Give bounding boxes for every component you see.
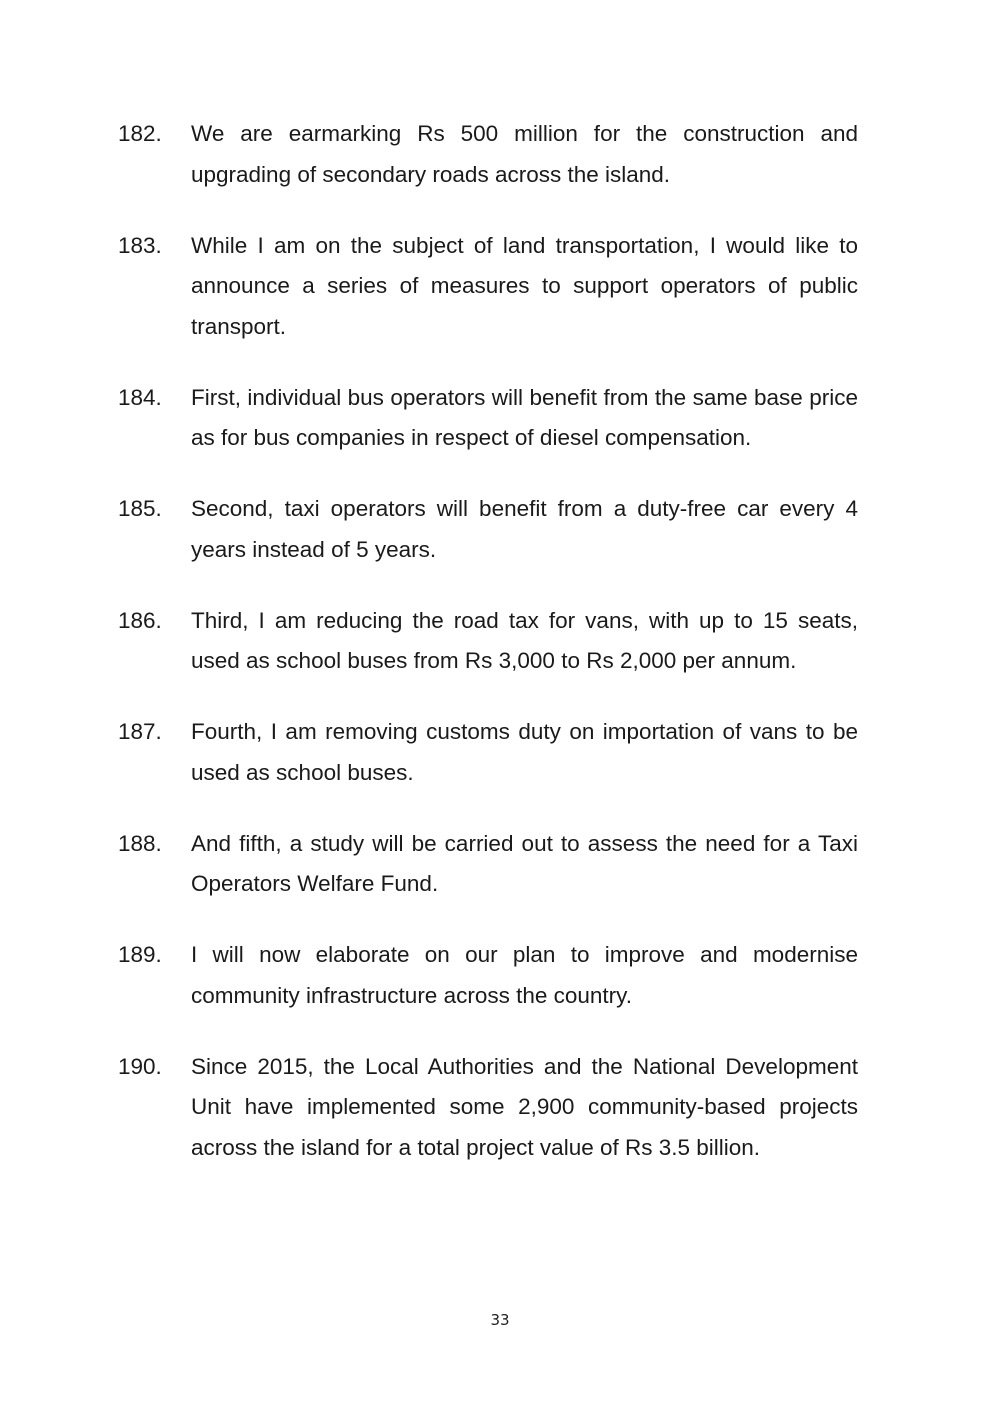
paragraph-text: We are earmarking Rs 500 million for the construction and upgrading of secondary roads across the island. [191, 121, 858, 187]
paragraph-text: First, individual bus operators will benefit from the same base price as for bus companies in respect of diesel compensation. [191, 384, 858, 450]
paragraph-text: Since 2015, the Local Authorities and the National Development Unit have implemented some 2,900 community-based projects across the island for a total project value of Rs 3.5 billion. [191, 1053, 858, 1160]
paragraph-183 [118, 226, 858, 348]
paragraph-number: 190. [118, 1053, 162, 1079]
paragraph-number: 182. [118, 121, 162, 146]
paragraph-188 [118, 824, 858, 905]
paragraph-182 [118, 114, 858, 195]
paragraph-184 [118, 378, 858, 459]
paragraph-189 [118, 935, 858, 1016]
page-number: 33 [490, 1311, 510, 1329]
paragraph-number: 184. [118, 384, 162, 410]
paragraph-190 [118, 1047, 858, 1169]
paragraph-text: And fifth, a study will be carried out to assess the need for a Taxi Operators Welfare Fund. [191, 830, 858, 896]
paragraph-number: 183. [118, 232, 162, 258]
paragraph-number: 185. [118, 496, 162, 521]
paragraph-185 [118, 489, 858, 570]
paragraph-text: Fourth, I am removing customs duty on importation of vans to be used as school buses. [191, 719, 858, 785]
paragraph-text: Third, I am reducing the road tax for vans, with up to 15 seats, used as school buses from Rs 3,000 to Rs 2,000 per annum. [191, 607, 858, 673]
paragraph-number: 187. [118, 719, 162, 744]
paragraph-number: 188. [118, 830, 162, 856]
paragraph-number: 189. [118, 942, 162, 967]
paragraph-list [118, 114, 858, 1199]
paragraph-text: Second, taxi operators will benefit from a duty-free car every 4 years instead of 5 years. [191, 496, 858, 562]
paragraph-text: I will now elaborate on our plan to improve and modernise community infrastructure across the country. [191, 942, 858, 1008]
paragraph-number: 186. [118, 607, 162, 633]
paragraph-187 [118, 712, 858, 793]
paragraph-text: While I am on the subject of land transportation, I would like to announce a series of measures to support operators of public transport. [191, 232, 858, 339]
paragraph-186 [118, 601, 858, 682]
